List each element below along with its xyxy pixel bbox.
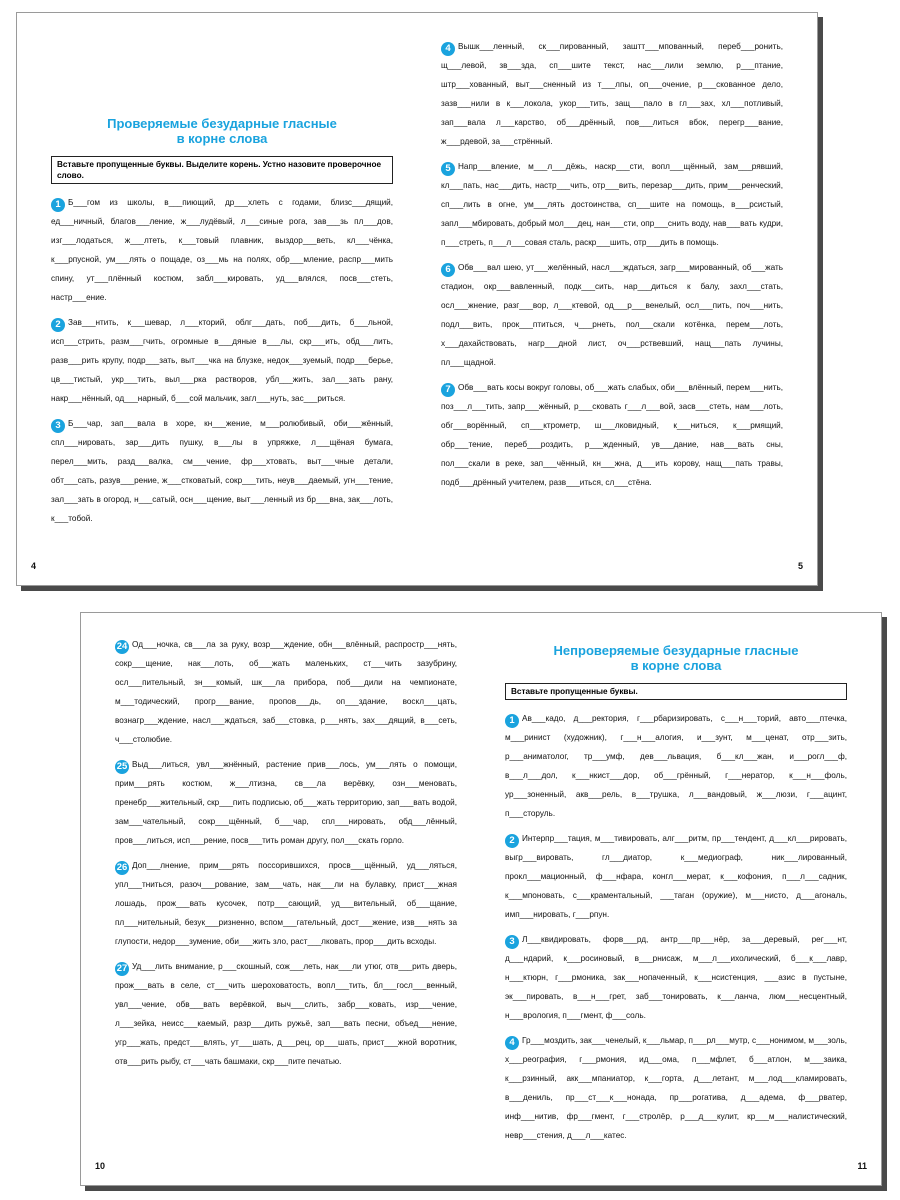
exercise-text: Зав___нтить, к___шевар, л___кторий, облг___дать, поб___дить, б___льной, исп___стрить, разм___гчить, огромные в___дяные в___лы, скр___ить, обд___лить, разв___рить крупу, подр___зать, выт___чка на блузке, недок___зуемый, подр___берье, цв___тистый, укр___тить, выл___рка растворов, убл___жить, зал___зать рану, накр___нённый, од___нарный, б___сой мальчик, загл___нуть, зас___риться. [51,318,393,403]
exercise-text: Напр___вление, м___л___дёжь, наскр___сти, вопл___щённый, зам___рявший, кл___пать, нас___дить, настр___чить, отр___вить, перезар___дить, прим___ренческий, сп___лить в огне, ум___лять достоинства, сп___шите на помощь, в___рсистый, запл___мбировать, добрый мол___дец, нан___сти, опр___снить воду, нав___вать кудри, п___стреть, п___л___совая сталь, раскр___шить, отр___дить в помощь. [441,162,783,247]
exercise-text: Л___квидировать, форв___рд, антр___пр___нёр, за___деревый, рег___нт, д___ндарий, к___росиновый, в___рнисаж, м___л___ихолический, б___к___лавр, н___ктюрн, г___рмоника, зак___нопаченный, к___нсистенция, ___азис в пустыне, эк___пировать, в___н___грет, заб___тонировать, к___ланча, люм___несцентный, н___врология, п___гмент, ф___соль. [505,935,847,1020]
exercise-text: Ав___кадо, д___ректория, г___рбаризировать, с___н___торий, авто___птечка, м___ринист (художник), г___н___алогия, и___зунт, м___ценат, отр___зить, р___аниматолог, тр___умф, дев___львация, б___кл___жан, и___рогл___ф, в___л___дол, к___нкист___дор, об___грённый, г___нератор, к___н___фоль, ур___зоненный, акв___рель, в___трушка, л___вандовый, ж___люзи, г___ацинт, п___сторуль. [505,714,847,818]
page-5 [417,13,817,585]
page-number: 11 [857,1161,867,1171]
section-heading: Проверяемые безударные гласные в корне слова [107,116,337,146]
exercise-number-badge: 1 [51,198,65,212]
exercise-1 [505,709,847,823]
exercise-text: Выд___литься, увл___жнённый, растение прив___лось, ум___лять о помощи, прим___рять костюм, ж___лтизна, св___ла верёвку, озн___меновать, пренебр___жительный, скр___пить подписью, об___жать территорию, зап___вать водой, зам___чательный, сокр___щённый, б___чар, спл___нировать, обд___лённый, пров___литься, исп___рение, посв___тить роман другу, пол___скать горло. [115,760,457,845]
exercise-number-badge: 3 [505,935,519,949]
exercise-7 [441,378,783,492]
exercise-number-badge: 3 [51,419,65,433]
exercise-text: Б___гом из школы, в___пиющий, др___хлеть с годами, близс___дящий, ед___ничный, благов___ление, ж___лудёвый, л___синые рога, зав___зь пл___дов, изг___лодаться, ж___лтеть, к___товый плавник, выздор___веть, кл___чёнка, к___рпусной, ум___лять о пощаде, оз___мь на полях, обр___мление, распр___мить спину, ут___плённый костюм, забл___кировать, уд___влялся, посв___стеть, настр___ение. [51,198,393,302]
exercise-number-badge: 24 [116,641,128,652]
exercise-4 [505,1031,847,1145]
exercise-6 [441,258,783,372]
exercise-text: Б___чар, зап___вала в хоре, кн___жение, м___ролюбивый, оби___жённый, спл___нировать, зар___дить пушку, в___лы в упряжке, л___щёная бумага, перел___мить, разд___валка, см___чение, фр___хтовать, выт___чные детали, обт___сать, разув___рение, ж___стковатый, сокр___тить, неув___даемый, угн___тение, зал___зать в огород, н___сатый, осн___щение, выт___ленный из бр___вна, зак___лоть, к___тобой. [51,419,393,523]
exercise-5 [441,157,783,252]
exercise-text: Обв___вал шею, ут___желённый, насл___ждаться, загр___мированный, об___жать стадион, окр___вавленный, подк___сить, нар___диться к балу, захл___стать, осл___жнение, разг___вор, л___ктевой, од___р___венелый, осл___пить, поч___нить, подл___вить, прок___птиться, ч___рнеть, пол___скали котёнка, перем___лоть, х___дахайствовать, нагр___дной лист, оч___рствевший, нащ___пать лучины, пл___щадной. [441,263,783,367]
book-spread-pages-10-11 [80,612,882,1186]
section-heading: Непроверяемые безударные гласные в корне слова [553,643,799,673]
page-4 [17,13,417,585]
exercise-number-badge: 2 [505,834,519,848]
exercise-3 [51,414,393,528]
exercise-number-badge: 6 [441,263,455,277]
exercise-4 [441,37,783,151]
exercise-number-badge: 2 [51,318,65,332]
page-number: 4 [31,561,37,571]
exercise-text: Уд___лить внимание, р___скошный, сож___леть, нак___ли утюг, отв___рить дверь, прож___вать в селе, ст___чить шероховатость, вопл___тить, бл___госл___венный, увл___чение, обв___вать верёвкой, выч___слить, забр___ковать, изр___чение, л___зейка, неисс___каемый, разр___дить ружьё, зап___вать песни, объед___нение, угр___жать, предст___влять, ут___шать, д___рец, ор___шать, прист___жной воротник, отв___рить рыбу, ст___чать башмаки, скр___пите печатью. [115,962,457,1066]
exercise-3 [505,930,847,1025]
exercise-text: Гр___моздить, зак___ченелый, к___льмар, п___рл___мутр, с___нонимом, м___золь, х___реография, г___рмония, ид___ома, п___мфлет, б___атлон, м___заика, к___рзинный, акк___мпаниатор, к___горта, д___летант, м___лод___кламировать, в___дениль, пр___ст___к___нонада, пр___рогатива, д___адема, ф___рватер, инф___нитив, фр___гмент, г___стролёр, р___д___кулит, кр___м___налистический, невр___стения, д___л___катес. [505,1036,847,1140]
exercise-number-badge: 4 [505,1036,519,1050]
exercise-24 [115,635,457,749]
page-number: 10 [95,1161,106,1171]
instruction-box: Вставьте пропущенные буквы. [505,683,847,700]
exercise-number-badge: 7 [441,383,455,397]
exercise-26 [115,856,457,951]
exercise-text: Вышк___ленный, ск___пированный, заштт___мпованный, переб___ронить, щ___левой, зв___зда, сп___шите текст, нас___лили землю, р___птание, штр___хованный, выт___сненный из т___лпы, оп___очение, р___скованное дело, зазв___нили в к___локола, укор___тить, защ___пало в гл___зах, хл___потливый, зап___вала л___карство, об___дрённый, пов___литься вбок, перегр___вание, ж___рдевой, за___стрённый. [441,42,783,146]
exercise-number-badge: 5 [441,162,455,176]
exercise-2 [51,313,393,408]
page-10 [81,613,481,1185]
exercise-number-badge: 4 [441,42,455,56]
exercise-1 [51,193,393,307]
instruction-box: Вставьте пропущенные буквы. Выделите корень. Устно назовите проверочное слово. [51,156,393,184]
exercise-number-badge: 27 [116,963,128,974]
exercise-text: Од___ночка, св___ла за руку, возр___ждение, обн___влённый, распростр___нять, сокр___щение, нак___лоть, об___жать маленьких, ст___чить зазубрину, осл___пительный, зн___комый, шк___ла прибора, поб___дили на чемпионате, м___тодический, прогр___вание, пропов___дь, оп___здание, воскл___цать, вознагр___ждение, насл___ждаться, заб___стовка, р___нять, зах___дящий, в___сеть, ч___столюбие. [115,640,457,744]
exercise-25 [115,755,457,850]
page-number: 5 [797,561,803,571]
book-spread-pages-4-5 [16,12,818,586]
exercise-text: Обв___вать косы вокруг головы, об___жать слабых, оби___влённый, перем___нить, поз___л___тить, запр___жённый, р___сковать г___л___вой, засв___стеть, нам___лоть, обг___ворённый, сп___ктрометр, ш___лковидный, к___ниться, к___рмящий, обр___тение, переб___роздить, р___жденный, ув___дание, нав___вать сны, пол___скали в реке, зап___чённый, кн___жна, д___ить корову, нащ___пать травы, подб___дрённый учителем, разв___иться, сл___стёна. [441,383,783,487]
exercise-number-badge: 25 [116,761,128,772]
exercise-text: Доп___лнение, прим___рять поссорившихся, просв___щённый, уд___ляться, упл___тниться, разоч___рование, зам___чать, нак___ли на булавку, прист___жная лошадь, прож___вать кусочек, потр___сающий, уд___вительный, об___щание, пл___нительный, безук___ризненно, вспом___гательный, дост___жение, изв___нять за глупости, недор___зумение, оби___жить зло, раст___лковать, прор___дить всходы. [115,861,457,946]
exercise-2 [505,829,847,924]
page-11 [481,613,881,1185]
exercise-text: Интерпр___тация, м___тивировать, алг___ритм, пр___тендент, д___кл___рировать, выгр___вировать, гл___диатор, к___медиограф, ник___лированный, прокл___мационный, ф___нфара, конгл___мерат, к___кофония, п___л___садник, к___мпоновать, с___краментальный, ___таган (оружие), м___нисто, д___агональ, имп___нировать, г___рпун. [505,834,847,919]
exercise-27 [115,957,457,1071]
exercise-number-badge: 1 [505,714,519,728]
exercise-number-badge: 26 [116,862,128,873]
